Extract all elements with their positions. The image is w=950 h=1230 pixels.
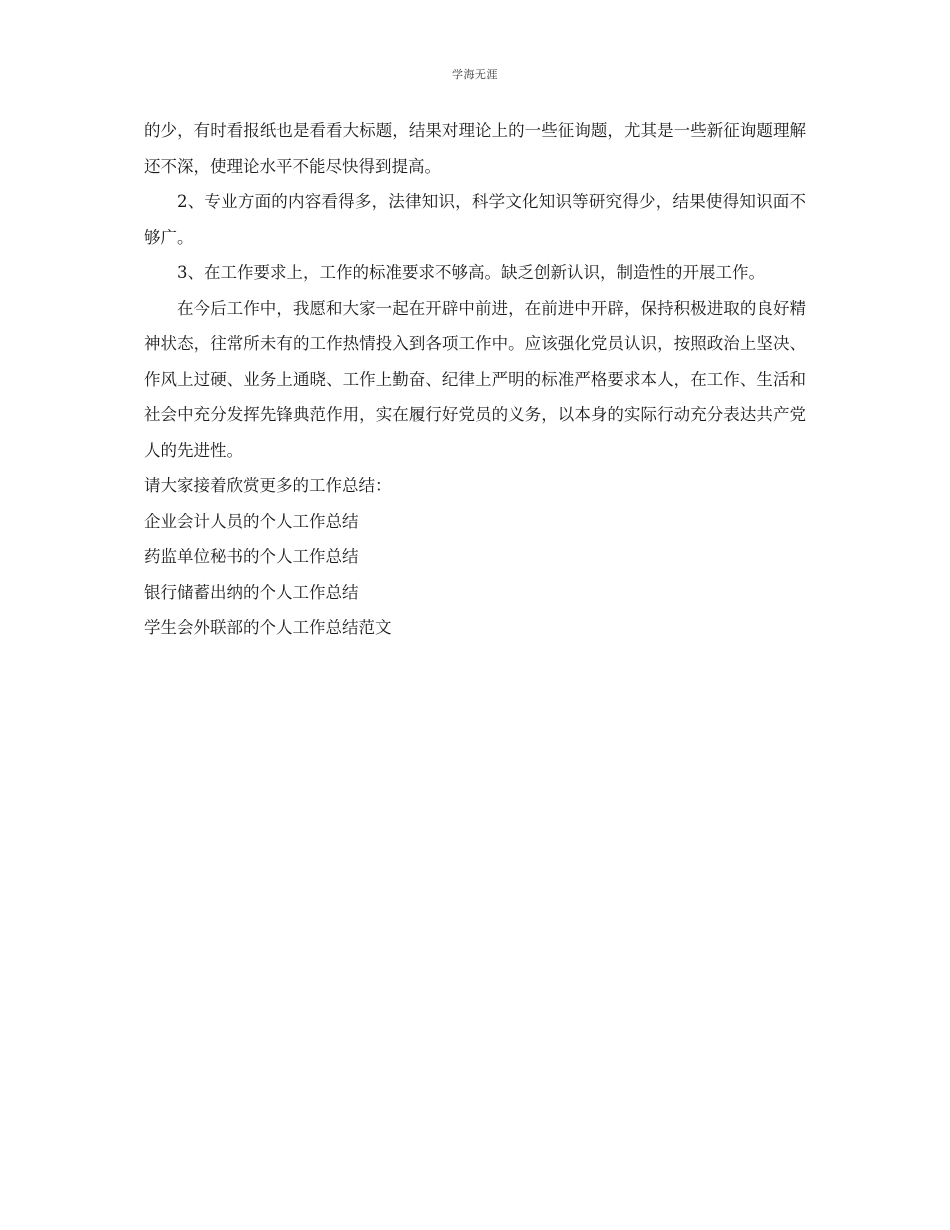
more-summaries-intro: 请大家接着欣赏更多的工作总结： — [144, 476, 392, 495]
related-link-secretary[interactable]: 药监单位秘书的个人工作总结 — [144, 547, 359, 566]
related-link-student-union[interactable]: 学生会外联部的个人工作总结范文 — [144, 618, 392, 637]
document-body — [144, 113, 806, 646]
paragraph-continuation: 的少，有时看报纸也是看看大标题，结果对理论上的一些征询题，尤其是一些新征询题理解还不深，使理论水平不能尽快得到提高。 — [144, 121, 806, 176]
paragraph-point-2: 2、专业方面的内容看得多，法律知识，科学文化知识等研究得少，结果使得知识面不够广。 — [144, 192, 806, 247]
related-link-cashier[interactable]: 银行储蓄出纳的个人工作总结 — [144, 582, 359, 602]
related-link-accountant[interactable]: 企业会计人员的个人工作总结 — [144, 511, 359, 531]
paragraph-future-work: 在今后工作中，我愿和大家一起在开辟中前进，在前进中开辟，保持积极进取的良好精神状态，往常所未有的工作热情投入到各项工作中。应该强化党员认识，按照政治上坚决、作风上过硬、业务上通晓、工作上勤奋、纪律上严明的标准严格要求本人，在工作、生活和社会中充分发挥先锋典范作用，实在履行好党员的义务，以本身的实际行动充分表达共产党人的先进性。 — [144, 298, 806, 460]
page-header: 学海无涯 — [452, 68, 498, 81]
paragraph-point-3: 3、在工作要求上，工作的标准要求不够高。缺乏创新认识，制造性的开展工作。 — [177, 263, 765, 282]
